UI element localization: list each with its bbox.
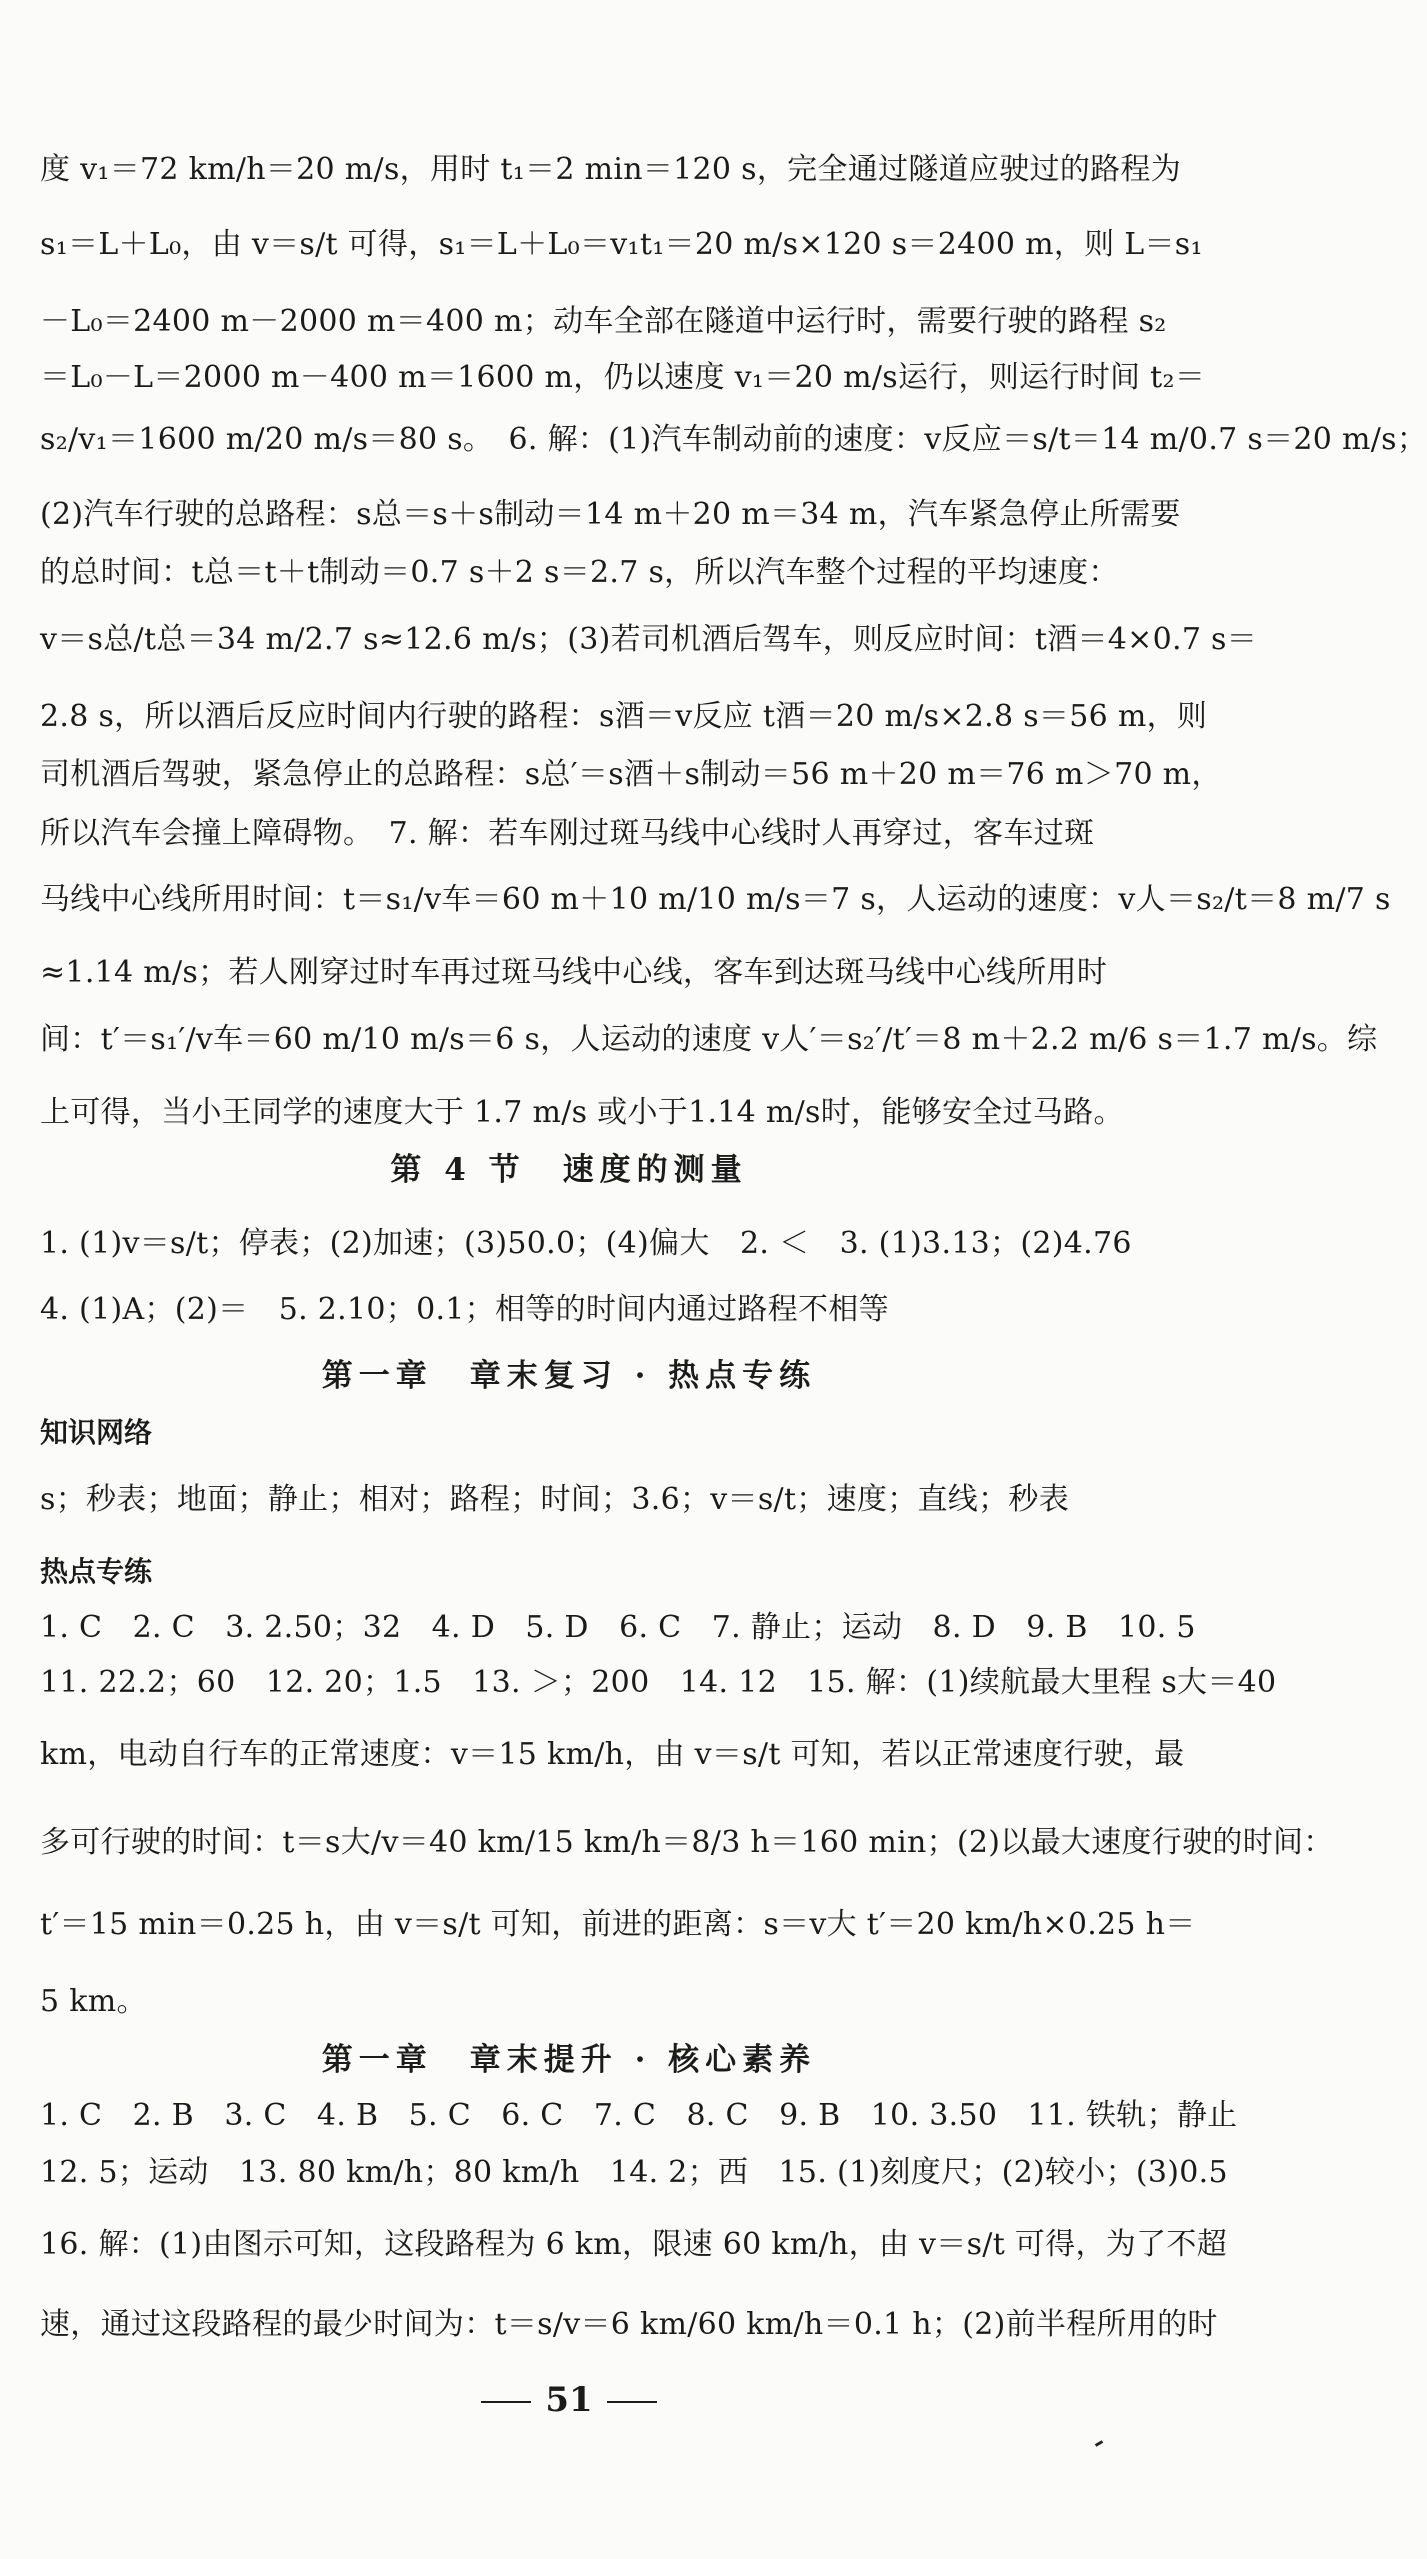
- text-line: 间：t′＝s₁′/v车＝60 m/10 m/s＝6 s，人运动的速度 v人′＝s₂′/t′＝8 m＋2.2 m/6 s＝1.7 m/s。综: [40, 1022, 1378, 1057]
- text-line: s₂/v₁＝1600 m/20 m/s＝80 s。 6. 解：(1)汽车制动前的速度：v反应＝s/t＝14 m/0.7 s＝20 m/s；: [40, 422, 1427, 457]
- chapter-improve-title: 第一章 章末提升 · 核心素养: [321, 2042, 817, 2078]
- knowledge-network-label: 知识网络: [40, 1416, 153, 1449]
- text-line: 2.8 s，所以酒后反应时间内行驶的路程：s酒＝v反应 t酒＝20 m/s×2.8 s＝56 m，则: [40, 699, 1208, 734]
- dash-right: [607, 2401, 657, 2403]
- answer-line: km，电动自行车的正常速度：v＝15 km/h，由 v＝s/t 可知，若以正常速度行驶，最: [40, 1737, 1185, 1772]
- text-line: 司机酒后驾驶，紧急停止的总路程：s总′＝s酒＋s制动＝56 m＋20 m＝76 m＞70 m，: [40, 757, 1222, 792]
- answer-line: 11. 22.2；60 12. 20；1.5 13. ＞；200 14. 12 15. 解：(1)续航最大里程 s大＝40: [40, 1665, 1277, 1700]
- chapter-review-title: 第一章 章末复习 · 热点专练: [321, 1358, 817, 1394]
- text-line: ＝L₀－L＝2000 m－400 m＝1600 m，仍以速度 v₁＝20 m/s运行，则运行时间 t₂＝: [40, 360, 1206, 395]
- stray-mark: [1095, 2440, 1103, 2447]
- text-line: 所以汽车会撞上障碍物。 7. 解：若车刚过斑马线中心线时人再穿过，客车过斑: [40, 816, 1095, 851]
- answer-line: s；秒表；地面；静止；相对；路程；时间；3.6；v＝s/t；速度；直线；秒表: [40, 1482, 1070, 1517]
- page-number: [0, 2380, 1138, 2420]
- text-line: 马线中心线所用时间：t＝s₁/v车＝60 m＋10 m/10 m/s＝7 s，人运动的速度：v人＝s₂/t＝8 m/7 s: [40, 882, 1391, 917]
- answer-line: 速，通过这段路程的最少时间为：t＝s/v＝6 km/60 km/h＝0.1 h；(2)前半程所用的时: [40, 2307, 1218, 2342]
- section-title: 第 4 节 速度的测量: [390, 1152, 748, 1188]
- text-line: 上可得，当小王同学的速度大于 1.7 m/s 或小于1.14 m/s时，能够安全过马路。: [40, 1095, 1124, 1130]
- answer-line: 16. 解：(1)由图示可知，这段路程为 6 km，限速 60 km/h，由 v＝s/t 可得，为了不超: [40, 2227, 1228, 2262]
- answer-line: 1. (1)v＝s/t；停表；(2)加速；(3)50.0；(4)偏大 2. ＜ 3. (1)3.13；(2)4.76: [40, 1226, 1132, 1261]
- answer-line: 1. C 2. B 3. C 4. B 5. C 6. C 7. C 8. C 9. B 10. 3.50 11. 铁轨；静止: [40, 2098, 1238, 2133]
- text-line: 度 v₁＝72 km/h＝20 m/s，用时 t₁＝2 min＝120 s，完全通过隧道应驶过的路程为: [40, 152, 1182, 187]
- text-line: 的总时间：t总＝t＋t制动＝0.7 s＋2 s＝2.7 s，所以汽车整个过程的平均速度：: [40, 555, 1119, 590]
- text-line: (2)汽车行驶的总路程：s总＝s＋s制动＝14 m＋20 m＝34 m，汽车紧急停止所需要: [40, 497, 1181, 532]
- text-line: s₁＝L＋L₀，由 v＝s/t 可得，s₁＝L＋L₀＝v₁t₁＝20 m/s×120 s＝2400 m，则 L＝s₁: [40, 227, 1203, 262]
- answer-line: 1. C 2. C 3. 2.50；32 4. D 5. D 6. C 7. 静止；运动 8. D 9. B 10. 5: [40, 1610, 1196, 1645]
- dash-left: [481, 2401, 531, 2403]
- text-line: v＝s总/t总＝34 m/2.7 s≈12.6 m/s；(3)若司机酒后驾车，则反应时间：t酒＝4×0.7 s＝: [40, 622, 1258, 657]
- answer-line: 多可行驶的时间：t＝s大/v＝40 km/15 km/h＝8/3 h＝160 min；(2)以最大速度行驶的时间：: [40, 1825, 1334, 1860]
- text-line: ≈1.14 m/s；若人刚穿过时车再过斑马线中心线，客车到达斑马线中心线所用时: [40, 955, 1108, 990]
- answer-line: 4. (1)A；(2)＝ 5. 2.10；0.1；相等的时间内通过路程不相等: [40, 1292, 889, 1327]
- text-line: －L₀＝2400 m－2000 m＝400 m；动车全部在隧道中运行时，需要行驶的路程 s₂: [40, 304, 1167, 339]
- answer-line: 12. 5；运动 13. 80 km/h；80 km/h 14. 2；西 15. (1)刻度尺；(2)较小；(3)0.5: [40, 2155, 1228, 2190]
- page-number-value: 51: [545, 2380, 593, 2420]
- answer-line: t′＝15 min＝0.25 h，由 v＝s/t 可知，前进的距离：s＝v大 t′＝20 km/h×0.25 h＝: [40, 1907, 1196, 1942]
- hotspot-label: 热点专练: [40, 1555, 153, 1588]
- answer-line: 5 km。: [40, 1984, 147, 2019]
